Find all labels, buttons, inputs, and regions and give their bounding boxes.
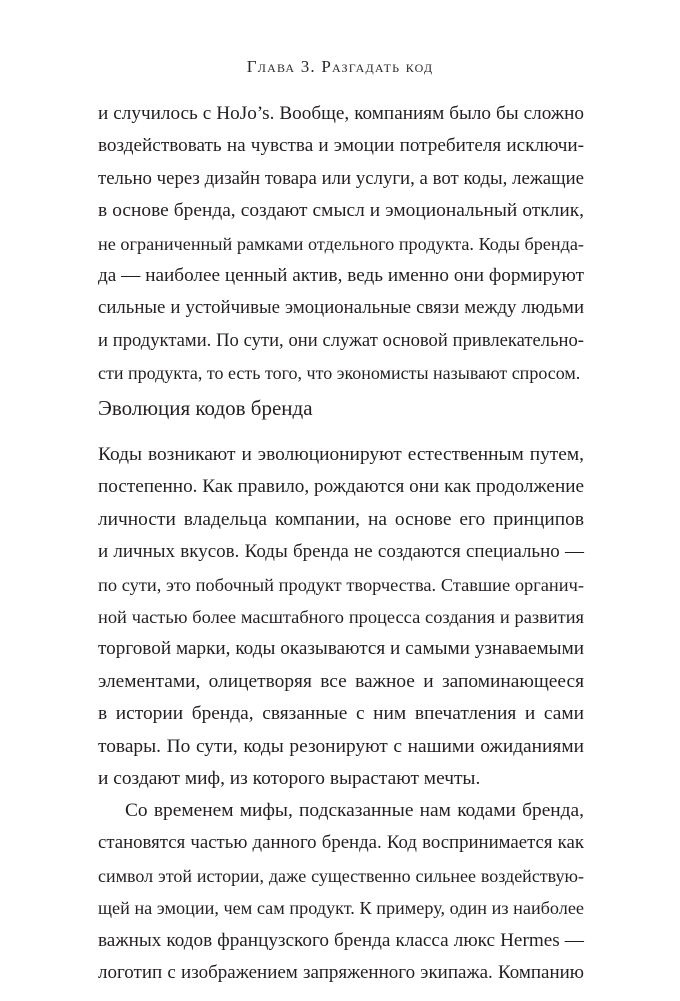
paragraph-2	[98, 439, 584, 795]
text-line: в основе бренда, создают смысл и эмоциональный отклик,	[98, 200, 584, 222]
text-line: становятся частью данного бренда. Код воспринимается как	[98, 832, 584, 854]
text-line: символ этой истории, даже существенно сильнее воздействую-	[98, 865, 584, 886]
text-line: торговой марки, коды оказываются и самыми узнаваемыми	[98, 638, 584, 660]
text-line: сти продукта, то есть того, что экономисты называют спросом.	[98, 363, 581, 384]
text-line: тельно через дизайн товара или услуги, а вот коды, лежащие	[98, 167, 584, 189]
running-header: Глава 3. Разгадать код	[246, 57, 434, 76]
text-line: элементами, олицетворяя все важное и запоминающееся	[98, 670, 584, 692]
text-line: и продуктами. По сути, они служат основой привлекательно-	[98, 329, 584, 351]
text-line: логотип с изображением запряженного экипажа. Компанию	[98, 961, 584, 983]
text-line: Коды возникают и эволюционируют естественным путем,	[98, 444, 584, 465]
paragraph-3	[98, 795, 584, 989]
text-line: щей на эмоции, чем сам продукт. К примеру, один из наиболее	[98, 898, 584, 919]
text-line: ной частью более масштабного процесса создания и развития	[98, 606, 584, 627]
text-line: и случилось с HoJo’s. Вообще, компаниям было бы сложно	[98, 103, 584, 124]
text-line: воздействовать на чувства и эмоции потребителя исключи-	[98, 135, 584, 157]
text-line: постепенно. Как правило, рождаются они как продолжение	[98, 476, 584, 498]
text-line: сильные и устойчивые эмоциональные связи между людьми	[98, 297, 584, 319]
text-line: не ограниченный рамками отдельного продукта. Коды бренда-	[98, 233, 584, 254]
text-line: товары. По сути, коды резонируют с нашими ожиданиями	[98, 735, 584, 757]
text-line: по сути, это побочный продукт творчества. Ставшие органич-	[98, 574, 584, 595]
text-line: да — наиболее ценный актив, ведь именно они формируют	[98, 264, 584, 286]
text-line: и создают миф, из которого вырастают мечты.	[98, 767, 481, 789]
section-heading: Эволюция кодов бренда	[98, 396, 313, 420]
text-line: Со временем мифы, подсказанные нам кодами бренда,	[125, 800, 584, 821]
text-line: личности владельца компании, на основе его принципов	[98, 508, 584, 530]
paragraph-1	[98, 98, 584, 390]
text-line: в истории бренда, связанные с ним впечатления и сами	[98, 703, 584, 725]
text-line: важных кодов французского бренда класса люкс Hermes —	[98, 929, 584, 951]
text-line: и личных вкусов. Коды бренда не создаются специально —	[98, 541, 584, 563]
